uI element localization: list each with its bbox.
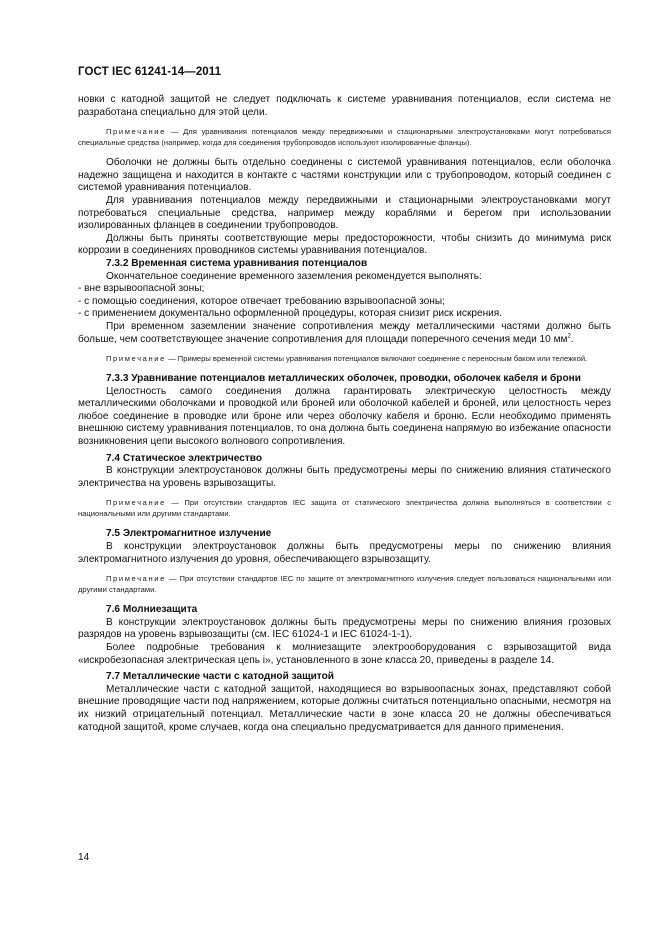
note-label: Примечание (106, 574, 166, 584)
list-item: - вне взрывоопасной зоны; (78, 283, 205, 295)
paragraph-corrosion: Должны быть приняты соответствующие меры предосторожности, чтобы снизить до минимума риск коррозии в соединениях проводников системы уравнивания потенциалов. (78, 232, 611, 257)
note-text: — Для уравнивания потенциалов между передвижными и стационарными электроустановками могут потребоваться специальные средства (например, когда для соединения трубопроводов используют изолированные фланцы). (78, 127, 611, 148)
section-7-5-paragraph: В конструкции электроустановок должны быть предусмотрены меры по снижению влияния электромагнитного излучения до уровня, обеспечивающего взрывозащиту. (78, 541, 611, 565)
note-3 (78, 497, 611, 519)
section-7-5-title: 7.5 Электромагнитное излучение (106, 528, 272, 540)
note-text: — При отсутствии стандартов IEC защита от статического электричества должна выполняться в соответствии с национальными или другими стандартами. (78, 498, 611, 519)
section-7-7-title: 7.7 Металлические части с катодной защитой (106, 671, 334, 683)
section-7-3-2-lead: Окончательное соединение временного заземления рекомендуется выполнять: (106, 270, 482, 282)
paragraph-end: . (570, 333, 574, 345)
note-label: Примечание (106, 354, 166, 364)
section-7-4-paragraph: В конструкции электроустановок должны быть предусмотрены меры по снижению влияния статического электричества на уровень взрывозащиты. (78, 465, 611, 489)
section-7-4-title: 7.4 Статическое электричество (106, 452, 263, 464)
section-7-3-3-paragraph: Целостность самого соединения должна гарантировать электрическую целостность между металлическими оболочками и проводкой или броней или оболочкой кабелей и броней, или целостность через любое соединение в проводке или броне или через оболочку кабеля и броню. Если необходимо применять внешнюю систему уравнивания потенциалов, то она должна быть соединена напрямую во избежание опасности возникновения цепи высокого волнового сопротивления. (78, 385, 611, 448)
note-1 (78, 126, 611, 148)
section-7-7-paragraph: Металлические части с катодной защитой, находящиеся во взрывоопасных зонах, представляют собой внешние проводящие части под напряжением, которые должны считаться потенциально опасными, несмотря на их низкий отрицательный потенциал. Металлические части в зоне класса 20 не должны обеспечиваться катодной защитой, кроме случаев, когда она специально предусматривается для данного применения. (78, 683, 611, 733)
section-7-3-2-paragraph (78, 321, 611, 346)
list-item: - с применением документально оформленной процедуры, которая снизит риск искрения. (78, 308, 503, 320)
note-label: Примечание (106, 127, 166, 137)
paragraph-enclosures: Оболочки не должны быть отдельно соединены с системой уравнивания потенциалов, если оболочка надежно защищена и находится в контакте с частями конструкции или с трубопроводом, который соединен с системой уравнивания потенциалов. (78, 157, 611, 194)
section-7-6-title: 7.6 Молниезащита (106, 604, 198, 616)
note-text: — Примеры временной системы уравнивания потенциалов включают соединение с переносным баком или тележкой. (165, 354, 588, 364)
note-label: Примечание (106, 498, 166, 508)
section-7-6-paragraph: Более подробные требования к молниезащите электрооборудования с взрывозащитой вида «искробезопасная электрическая цепь i», установленного в зоне класса 20, приведены в разделе 14. (78, 642, 611, 666)
superscript: 2 (567, 333, 571, 340)
section-7-3-2-title: 7.3.2 Временная система уравнивания потенциалов (106, 257, 368, 269)
page-number: 14 (78, 852, 90, 863)
section-7-6-paragraph: В конструкции электроустановок должны быть предусмотрены меры по снижению влияния грозовых разрядов на уровень взрывозащиты (см. IEC 61024-1 и IEC 61024-1-1). (78, 616, 611, 641)
note-2 (78, 353, 611, 364)
list-item: - с помощью соединения, которое отвечает требованию взрывоопасной зоны; (78, 295, 445, 307)
note-text: — При отсутствии стандартов IEC по защите от электромагнитного излучения следует пользоваться национальными или другими стандартами. (78, 574, 611, 595)
paragraph-mobile-installations: Для уравнивания потенциалов между передвижными и стационарными электроустановками могут потребоваться специальные средства, например между кораблями и берегом при использовании изолированных фланцев в соединении трубопроводов. (78, 194, 611, 232)
note-4 (78, 573, 611, 595)
intro-paragraph: новки с катодной защитой не следует подключать к системе уравнивания потенциалов, если система не разработана специально для этой цели. (78, 94, 611, 118)
document-body (78, 94, 611, 734)
resistance-text: При временном заземлении значение сопротивления между металлическими частями должно быть больше, чем соответствующее значение сопротивления для площади поперечного сечения меди 10 мм (78, 320, 611, 345)
section-7-3-3-title: 7.3.3 Уравнивание потенциалов металлических оболочек, проводки, оболочек кабеля и брони (106, 373, 581, 385)
document-header: ГОСТ IEC 61241-14—2011 (78, 66, 222, 78)
